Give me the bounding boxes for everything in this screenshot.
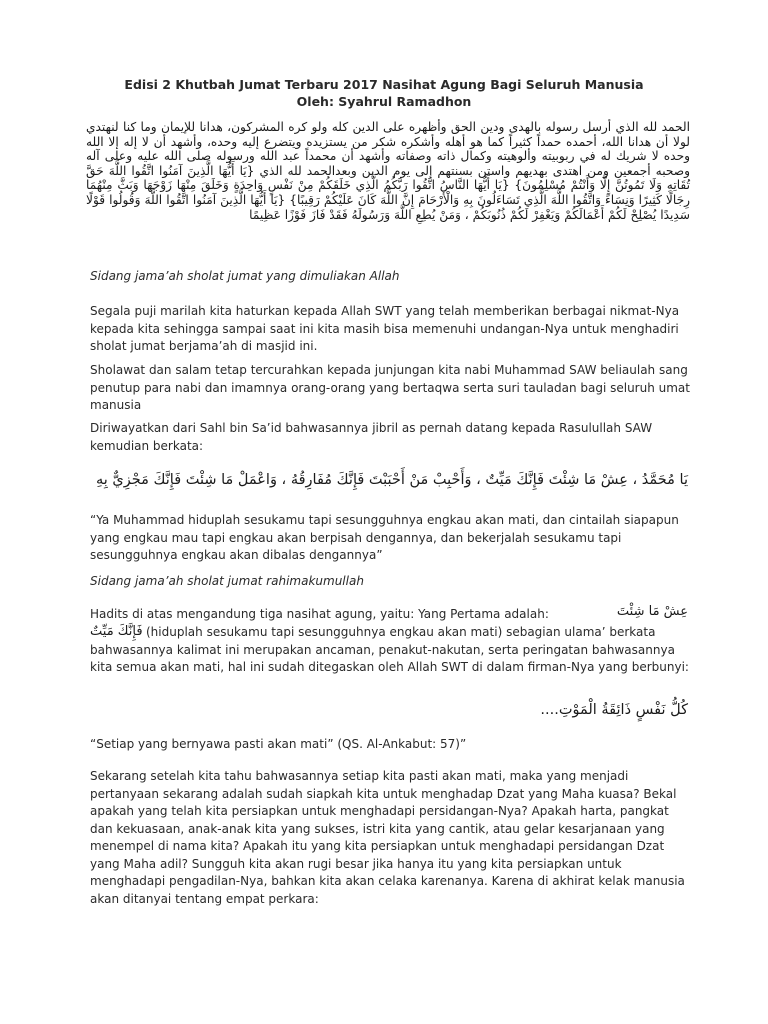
paragraph-4-rest: (hiduplah sesukamu tapi sesungguhnya engkau akan mati) sebagian ulama’ berkata bahwasannya kalimat ini merupakan ancaman, penakut-nakutan, serta peringatan bahwasannya kita semua akan mati, hal ini sudah ditegaskan oleh Allah SWT di dalam firman-Nya yang berbunyi: [90,625,689,674]
salutation-2: Sidang jama’ah sholat jumat rahimakumullah [90,574,364,588]
paragraph-4-arabic-2: فَإِنَّكَ مَيِّتٌ [90,624,143,639]
title-author: Oleh: Syahrul Ramadhon [296,94,472,109]
quran-arabic: كُلُّ نَفْسٍ ذَائِقَةُ الْمَوْتِ.... [540,702,688,718]
quran-translation: “Setiap yang bernyawa pasti akan mati” (QS. Al-Ankabut: 57)” [90,737,467,751]
paragraph-4-arabic-1: عِشْ مَا شِئْتَ [616,604,688,619]
title-line-1: Edisi 2 Khutbah Jumat Terbaru 2017 Nasihat Agung Bagi Seluruh Manusia [124,77,644,92]
hadith-arabic: يَا مُحَمَّدُ ، عِشْ مَا شِئْتَ فَإِنَّكَ مَيِّتٌ ، وَأَحْبِبْ مَنْ أَحْبَبْتَ فَإِنَّكَ مُفَارِقُهُ ، وَاعْمَلْ مَا شِئْتَ فَإِنَّكَ مَجْزِيٌّ بِهِ [96,472,688,488]
hadith-translation: “Ya Muhammad hiduplah sesukamu tapi sesungguhnya engkau akan mati, dan cintailah siapapun yang engkau mau tapi engkau akan berpisah dengannya, dan bekerjalah sesukamu tapi sesungguhnya engkau akan dibalas dengannya” [90,513,679,562]
paragraph-2: Sholawat dan salam tetap tercurahkan kepada junjungan kita nabi Muhammad SAW beliaulah sang penutup para nabi dan imamnya orang-orang yang bertaqwa serta suri tauladan bagi seluruh umat manusia [90,363,690,412]
paragraph-4-start: Hadits di atas mengandung tiga nasihat agung, yaitu: Yang Pertama adalah: [90,607,549,621]
arabic-opening-prayer: الحمد لله الذي أرسل رسوله بالهدى ودين الحق وأظهره على الدين كله ولو كره المشركون، هدانا للإيمان وما كنا لنهتدي لولا أن هدانا الله، أحمده حمداً كثيراً كما هو أهله وأشكره شكر من يستزيده ويتضرع إليه وحده، وأشهد أن لا إله إلا الله وحده لا شريك له في ربوبيته وألوهيته وكمال ذاته وصفاته وأشهد أن محمداً عبد الله ورسوله صلى الله عليه وعلى آله وصحبه أجمعين ومن اهتدى بهديهم واستن بسنتهم إلى يوم الدين وبعدالحمد لله الذي {يَا أَيُّهَا الَّذِينَ آمَنُوا اتَّقُوا اللَّهَ حَقَّ تُقَاتِهِ وَلَا تَمُوتُنَّ إِلَّا وَأَنْتُمْ مُسْلِمُونَ} {يَا أَيُّهَا النَّاسُ اتَّقُوا رَبَّكُمُ الَّذِي خَلَقَكُمْ مِنْ نَفْسٍ وَاحِدَةٍ وَخَلَقَ مِنْهَا زَوْجَهَا وَبَثَّ مِنْهُمَا رِجَالًا كَثِيرًا وَنِسَاءً وَاتَّقُوا اللَّهَ الَّذِي تَسَاءَلُونَ بِهِ وَالْأَرْحَامَ إِنَّ اللَّهَ كَانَ عَلَيْكُمْ رَقِيبًا} {يَا أَيُّهَا الَّذِينَ آمَنُوا اتَّقُوا اللَّهَ وَقُولُوا قَوْلًا سَدِيدًا يُصْلِحْ لَكُمْ أَعْمَالَكُمْ وَيَغْفِرْ لَكُمْ ذُنُوبَكُمْ ، وَمَنْ يُطِعِ اللَّهَ وَرَسُولَهُ فَقَدْ فَازَ فَوْزًا عَظِيمًا [86,120,690,222]
paragraph-1: Segala puji marilah kita haturkan kepada Allah SWT yang telah memberikan berbagai nikmat-Nya kepada kita sehingga sampai saat ini kita masih bisa memenuhi undangan-Nya untuk menghadiri sholat jumat berjama’ah di masjid ini. [90,304,680,353]
paragraph-3: Diriwayatkan dari Sahl bin Sa’id bahwasannya jibril as pernah datang kepada Rasulullah SAW kemudian berkata: [90,421,653,453]
salutation-1: Sidang jama’ah sholat jumat yang dimuliakan Allah [90,269,400,283]
paragraph-5: Sekarang setelah kita tahu bahwasannya setiap kita pasti akan mati, maka yang menjadi pertanyaan sekarang adalah sudah siapkah kita untuk menghadap Dzat yang Maha kuasa? Bekal apakah yang telah kita persiapkan untuk menghadapi persidangan-Nya? Apakah harta, pangkat dan kekuasaan, anak-anak kita yang sukses, istri kita yang cantik, atau gelar kesarjanaan yang menempel di nama kita? Apakah itu yang kita persiapkan untuk menghadapi persidangan Dzat yang Maha adil? Sungguh kita akan rugi besar jika hanya itu yang kita persiapkan untuk menghadapi pengadilan-Nya, bahkan kita akan celaka karenanya. Karena di akhirat kelak manusia akan ditanyai tentang empat perkara: [90,769,685,906]
document-title [90,76,678,110]
